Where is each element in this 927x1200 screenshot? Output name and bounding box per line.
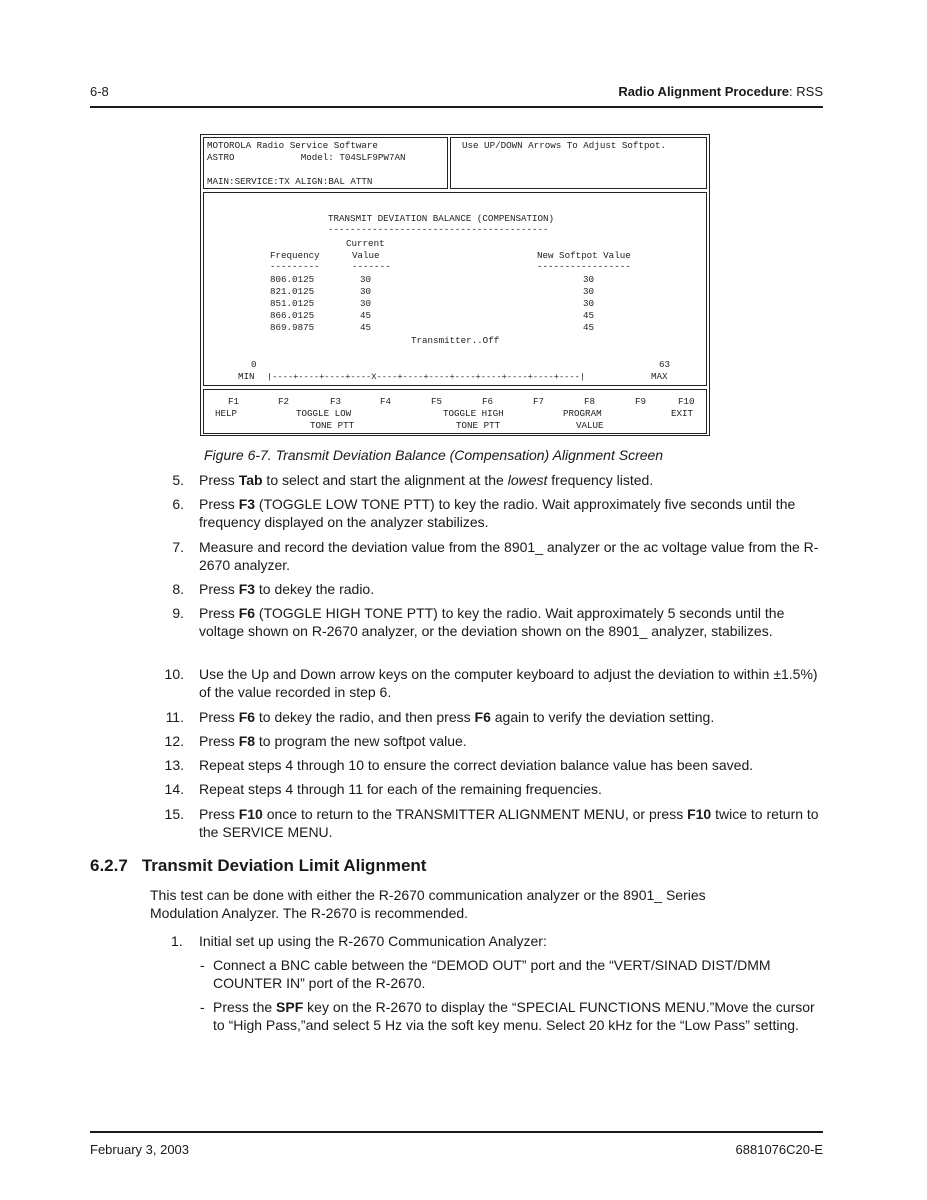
- fkey-f6[interactable]: F6: [482, 396, 494, 407]
- step-text-run: Repeat steps 4 through 10 to ensure the correct deviation balance value has been saved.: [199, 757, 754, 773]
- step-text-run: Use the Up and Down arrow keys on the computer keyboard to adjust the deviation to within ±1.5%) of the value recorded in step 6.: [199, 666, 818, 700]
- key-name: F10: [238, 806, 263, 822]
- row-current: 45: [360, 322, 372, 333]
- step-text: [199, 604, 824, 640]
- row-current: 45: [360, 310, 372, 321]
- running-header-rest: : RSS: [789, 84, 823, 99]
- step-text: [199, 756, 824, 774]
- row-new: 30: [583, 298, 595, 309]
- step-text-run: Press the: [213, 999, 277, 1015]
- step-number: 7.: [172, 539, 184, 555]
- footer-rule: [90, 1131, 823, 1133]
- key-name: F6: [238, 709, 256, 725]
- key-name: F8: [238, 733, 256, 749]
- scale-max-label: MAX: [651, 371, 668, 382]
- step-text: [199, 780, 824, 798]
- fkey-f7[interactable]: F7: [533, 396, 545, 407]
- row-new: 45: [583, 310, 595, 321]
- intro-paragraph: This test can be done with either the R-2670 communication analyzer or the 8901_ Series Modulation Analyzer. The R-2670 is recommended.: [150, 887, 706, 921]
- step-text-run: Press: [199, 605, 239, 621]
- col-current-top: Current: [346, 238, 385, 249]
- transmitter-status: Transmitter..Off: [411, 335, 500, 346]
- row-frequency: 851.0125: [270, 298, 315, 309]
- step-text-run: (TOGGLE HIGH TONE PTT) to key the radio. Wait approximately 5 seconds until the voltage shown on R-2670 analyzer, or the deviation shown on the 8901_ analyzer, stabilizes.: [199, 605, 785, 639]
- footer-doc-number: 6881076C20-E: [735, 1142, 823, 1157]
- fkey-f2[interactable]: F2: [278, 396, 290, 407]
- running-header-bold: Radio Alignment Procedure: [618, 84, 790, 99]
- figure-caption: Figure 6-7. Transmit Deviation Balance (Compensation) Alignment Screen: [204, 447, 664, 463]
- bullet-dash: -: [200, 999, 205, 1015]
- row-new: 45: [583, 322, 595, 333]
- step-text: [199, 732, 824, 750]
- step-number: 5.: [172, 472, 184, 488]
- page-number: 6-8: [90, 84, 109, 99]
- function-key-bar: [203, 389, 707, 434]
- fkey-f3-label: TOGGLE LOW: [296, 408, 352, 419]
- row-frequency: 821.0125: [270, 286, 315, 297]
- step-text-run: frequency listed.: [547, 472, 654, 488]
- step-text-run: Press: [199, 806, 239, 822]
- softpot-scale-bar: |----+----+----+----X----+----+----+----+----+----+----+----|: [267, 372, 586, 382]
- step-text: [199, 708, 824, 726]
- row-frequency: 869.9875: [270, 322, 315, 333]
- fkey-f10-label: EXIT: [671, 408, 694, 419]
- step-text-run: to program the new softpot value.: [255, 733, 467, 749]
- step-text-run: Press: [199, 496, 239, 512]
- fkey-f1-label: HELP: [215, 408, 238, 419]
- scale-min-label: MIN: [238, 371, 255, 382]
- step-text-run: Press: [199, 472, 239, 488]
- fkey-f8-label-2: VALUE: [576, 420, 604, 431]
- panel-title: TRANSMIT DEVIATION BALANCE (COMPENSATION): [328, 213, 555, 224]
- step-number: 6.: [172, 496, 184, 512]
- step-text-run: to dekey the radio, and then press: [255, 709, 475, 725]
- step-text-run: once to return to the TRANSMITTER ALIGNMENT MENU, or press: [262, 806, 688, 822]
- row-frequency: 806.0125: [270, 274, 315, 285]
- col-frequency-dashes: ---------: [270, 261, 320, 272]
- key-name: Tab: [238, 472, 263, 488]
- row-frequency: 866.0125: [270, 310, 315, 321]
- scale-max-value: 63: [659, 359, 671, 370]
- fkey-f3[interactable]: F3: [330, 396, 342, 407]
- step-text: [199, 580, 824, 598]
- running-header: [618, 84, 823, 99]
- header-rule: [90, 106, 823, 108]
- screen-info-box: [203, 137, 448, 189]
- rss-screen-figure: [200, 134, 710, 436]
- step-text-run: Press: [199, 709, 239, 725]
- screen-main-panel: [203, 192, 707, 386]
- row-new: 30: [583, 286, 595, 297]
- row-current: 30: [360, 286, 372, 297]
- step-number: 10.: [164, 666, 184, 682]
- step-text-run: Measure and record the deviation value from the 8901_ analyzer or the ac voltage value from the R-2670 analyzer.: [199, 539, 819, 573]
- panel-title-underline: ----------------------------------------: [328, 224, 549, 235]
- footer-date: February 3, 2003: [90, 1142, 190, 1157]
- step-text-run: to select and start the alignment at the: [262, 472, 508, 488]
- section-number: 6.2.7: [90, 856, 128, 875]
- step-text: [199, 665, 824, 701]
- substep-number: 1.: [171, 933, 183, 949]
- step-text-run: again to verify the deviation setting.: [490, 709, 715, 725]
- step-number: 15.: [164, 806, 184, 822]
- step-number: 9.: [172, 605, 184, 621]
- step-number: 13.: [164, 757, 184, 773]
- step-number: 14.: [164, 781, 184, 797]
- step-text-run: Press: [199, 733, 239, 749]
- col-new-dashes: -----------------: [537, 261, 631, 272]
- row-new: 30: [583, 274, 595, 285]
- info-line-1: MOTOROLA Radio Service Software: [207, 140, 378, 151]
- section-title: Transmit Deviation Limit Alignment: [141, 856, 427, 875]
- key-name: F6: [238, 605, 256, 621]
- fkey-f1[interactable]: F1: [228, 396, 240, 407]
- fkey-f6-label-2: TONE PTT: [456, 420, 501, 431]
- fkey-f8[interactable]: F8: [584, 396, 596, 407]
- info-line-2: ASTRO Model: T04SLF9PW7AN: [207, 152, 406, 163]
- fkey-f5[interactable]: F5: [431, 396, 443, 407]
- step-text-run: (TOGGLE LOW TONE PTT) to key the radio. Wait approximately five seconds until the frequency displayed on the analyzer stabilizes.: [199, 496, 796, 530]
- col-value-dashes: -------: [352, 261, 391, 272]
- fkey-f10[interactable]: F10: [678, 396, 695, 407]
- step-number: 12.: [164, 733, 184, 749]
- instruction-text: Use UP/DOWN Arrows To Adjust Softpot.: [462, 140, 666, 151]
- screen-instruction-box: [450, 137, 707, 189]
- section-heading: [90, 856, 426, 876]
- info-line-4: MAIN:SERVICE:TX ALIGN:BAL ATTN: [207, 176, 373, 187]
- key-name: SPF: [276, 999, 304, 1015]
- substep-text: Initial set up using the R-2670 Communication Analyzer:: [199, 933, 547, 949]
- step-text-run: Repeat steps 4 through 11 for each of the remaining frequencies.: [199, 781, 602, 797]
- bullet-dash: -: [200, 957, 205, 973]
- key-name: F3: [238, 581, 256, 597]
- col-frequency-header: Frequency: [270, 250, 320, 261]
- step-text-run: Connect a BNC cable between the “DEMOD OUT” port and the “VERT/SINAD DIST/DMM COUNTER IN” port of the R-2670.: [213, 957, 771, 991]
- step-text-run: twice to return to the SERVICE MENU.: [199, 806, 819, 840]
- step-text-run: Press: [199, 581, 239, 597]
- step-text: [199, 805, 824, 841]
- step-number: 8.: [172, 581, 184, 597]
- fkey-f4[interactable]: F4: [380, 396, 392, 407]
- key-name: F10: [687, 806, 712, 822]
- scale-min-value: 0: [251, 359, 257, 370]
- bullet-text: [213, 998, 823, 1034]
- key-name: F6: [474, 709, 491, 725]
- step-number: 11.: [165, 709, 184, 725]
- step-text-run: key on the R-2670 to display the “SPECIAL FUNCTIONS MENU.”Move the cursor to “High Pass,”and select 5 Hz via the soft key menu. Select 20 kHz for the “Low Pass” setting.: [213, 999, 815, 1033]
- fkey-f9[interactable]: F9: [635, 396, 647, 407]
- step-text: [199, 495, 824, 531]
- row-current: 30: [360, 298, 372, 309]
- fkey-f6-label: TOGGLE HIGH: [443, 408, 504, 419]
- step-text-run: lowest: [507, 472, 548, 488]
- col-new-header: New Softpot Value: [537, 250, 631, 261]
- step-text-run: to dekey the radio.: [255, 581, 375, 597]
- fkey-f3-label-2: TONE PTT: [310, 420, 355, 431]
- step-text: [199, 471, 824, 489]
- fkey-f8-label: PROGRAM: [563, 408, 602, 419]
- bullet-text: [213, 956, 823, 992]
- step-text: [199, 538, 824, 574]
- col-value-header: Value: [352, 250, 380, 261]
- key-name: F3: [238, 496, 256, 512]
- row-current: 30: [360, 274, 372, 285]
